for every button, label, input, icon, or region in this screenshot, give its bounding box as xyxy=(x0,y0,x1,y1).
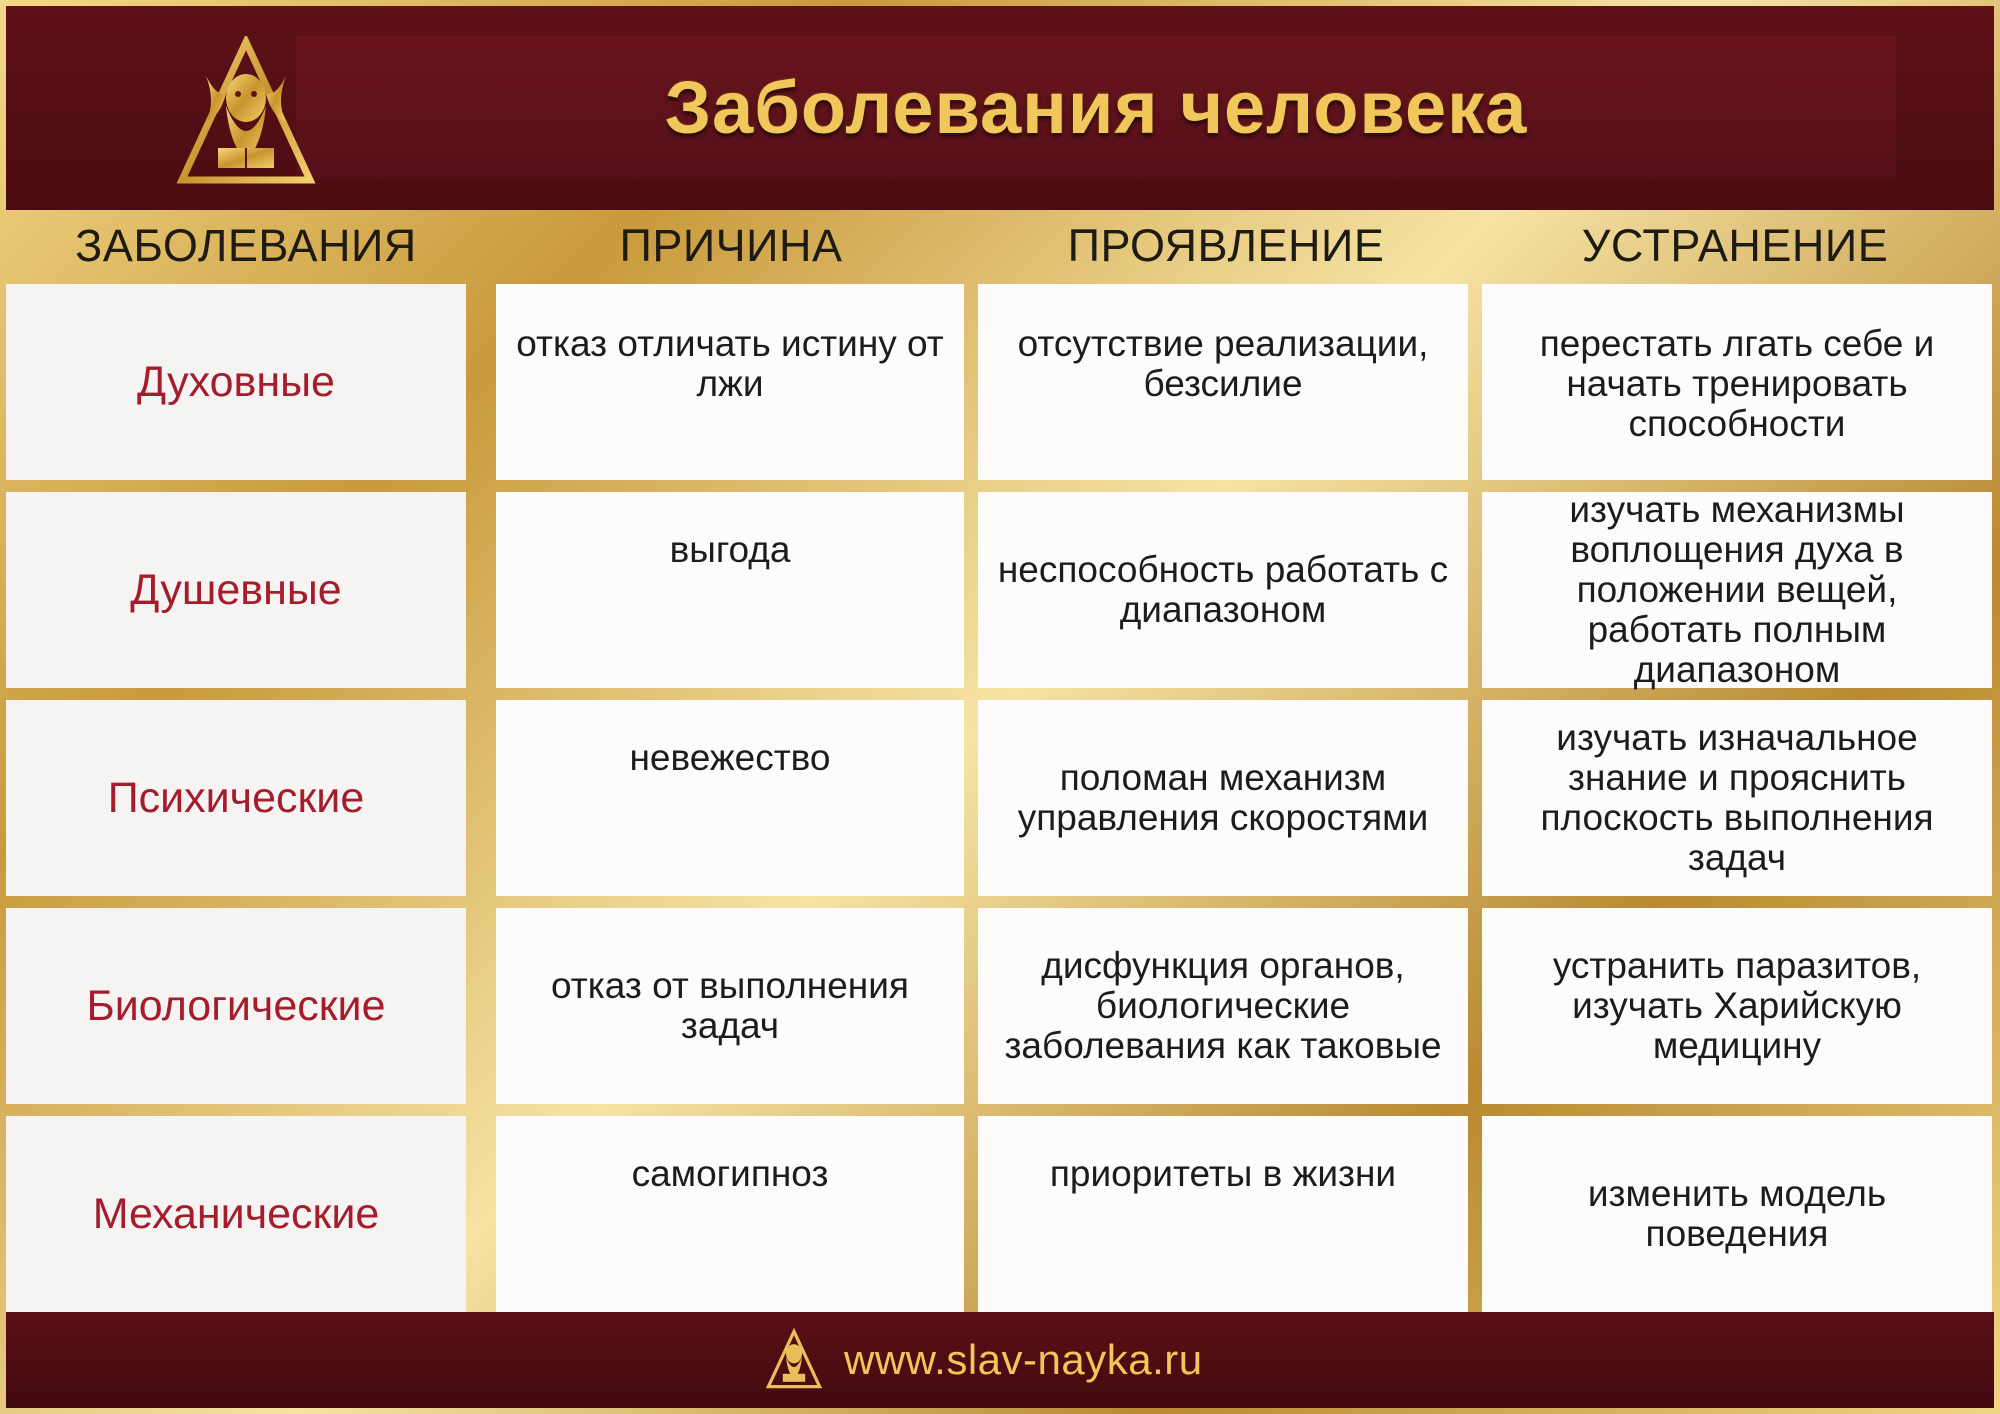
sage-triangle-logo-icon xyxy=(766,1326,822,1392)
cause-cell: выгода xyxy=(496,492,964,688)
manifestation-cell: приоритеты в жизни xyxy=(978,1116,1468,1312)
cause-cell: самогипноз xyxy=(496,1116,964,1312)
row-name-cell: Механические xyxy=(6,1116,466,1312)
footer xyxy=(6,1312,1994,1408)
sage-triangle-logo-icon xyxy=(176,36,316,186)
remedy-cell: изучать изначальное знание и прояснить плоскость выполнения задач xyxy=(1482,700,1992,896)
manifestation-cell: поломан механизм управления скоростями xyxy=(978,700,1468,896)
cause-cell: отказ отличать истину от лжи xyxy=(496,284,964,480)
website-link[interactable]: www.slav-nayka.ru xyxy=(844,1336,1203,1383)
manifestation-cell: неспособность работать с диапазоном xyxy=(978,492,1468,688)
column-header-remedy: УСТРАНЕНИЕ xyxy=(1581,220,1889,271)
column-header-diseases: ЗАБОЛЕВАНИЯ xyxy=(75,220,417,271)
remedy-cell: изучать механизмы воплощения духа в положении вещей, работать полным диапазоном xyxy=(1482,492,1992,688)
manifestation-cell: дисфункция органов, биологические заболевания как таковые xyxy=(978,908,1468,1104)
column-header-cause: ПРИЧИНА xyxy=(619,220,843,271)
row-name-cell: Духовные xyxy=(6,284,466,480)
manifestation-cell: отсутствие реализации, безсилие xyxy=(978,284,1468,480)
column-header-manifestation: ПРОЯВЛЕНИЕ xyxy=(1067,220,1385,271)
cause-cell: невежество xyxy=(496,700,964,896)
header xyxy=(6,6,1994,210)
remedy-cell: изменить модель поведения xyxy=(1482,1116,1992,1312)
page-title: Заболевания человека xyxy=(664,66,1528,149)
cause-cell: отказ от выполнения задач xyxy=(496,908,964,1104)
row-name-cell: Психические xyxy=(6,700,466,896)
row-name-cell: Биологические xyxy=(6,908,466,1104)
remedy-cell: устранить паразитов, изучать Харийскую медицину xyxy=(1482,908,1992,1104)
row-name-cell: Душевные xyxy=(6,492,466,688)
remedy-cell: перестать лгать себе и начать тренировать способности xyxy=(1482,284,1992,480)
